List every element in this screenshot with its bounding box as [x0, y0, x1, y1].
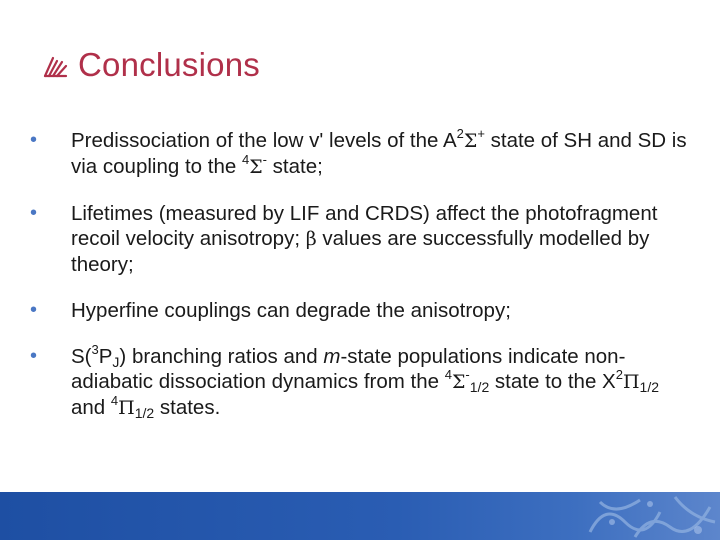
slide-title: Conclusions: [78, 46, 260, 83]
decorative-pattern-icon: [580, 492, 720, 540]
brush-stroke-icon: [42, 52, 68, 78]
superscript: +: [477, 126, 485, 141]
superscript: -: [465, 367, 470, 382]
superscript: 2: [615, 367, 623, 382]
text: -state populations indicate non-adiabatic dissociation dynamics from the: [71, 345, 626, 393]
footer-bar: [0, 492, 720, 540]
greek-letter: Π: [622, 371, 640, 393]
superscript: 3: [91, 342, 99, 357]
italic-text: m: [323, 345, 341, 368]
bullet-item-lifetimes: [30, 201, 690, 277]
subscript: 1/2: [134, 405, 155, 421]
text: P: [98, 345, 113, 368]
bullet-item-hyperfine: [30, 298, 690, 323]
bullet-marker: •: [30, 345, 38, 367]
superscript: 4: [110, 393, 119, 408]
bullet-marker: •: [30, 202, 38, 224]
superscript: 4: [444, 367, 452, 382]
greek-letter: Σ: [451, 371, 466, 393]
text: and: [71, 396, 111, 419]
text: Lifetimes (measured by LIF and CRDS) affect the photofragment recoil velocity anisotropy;: [71, 202, 658, 250]
text: state to the X: [489, 370, 616, 393]
greek-letter: Σ: [463, 130, 478, 152]
text: state;: [266, 155, 323, 178]
text: ) branching ratios and: [119, 345, 324, 368]
text: values are successfully modelled by theory;: [71, 227, 650, 276]
bullet-list: [30, 128, 690, 442]
text: S(: [71, 345, 92, 368]
text: Hyperfine couplings can degrade the anisotropy;: [71, 299, 511, 322]
title-row: [42, 46, 260, 84]
bullet-marker: •: [30, 299, 38, 321]
greek-letter: Σ: [249, 156, 263, 178]
text: Predissociation of the low v' levels of the A: [71, 129, 457, 152]
subscript: 1/2: [639, 379, 660, 395]
subscript: 1/2: [469, 379, 490, 395]
subscript: J: [112, 354, 120, 370]
superscript: 2: [456, 126, 464, 141]
superscript: 4: [241, 152, 250, 167]
text: state of SH and SD is via coupling to the: [71, 129, 687, 178]
text: states.: [154, 396, 221, 419]
bullet-marker: •: [30, 129, 38, 151]
greek-letter: β: [305, 228, 317, 250]
bullet-item-predissociation: [30, 128, 690, 180]
bullet-item-branching-ratios: [30, 344, 690, 421]
greek-letter: Π: [118, 397, 135, 419]
superscript: -: [262, 152, 267, 167]
